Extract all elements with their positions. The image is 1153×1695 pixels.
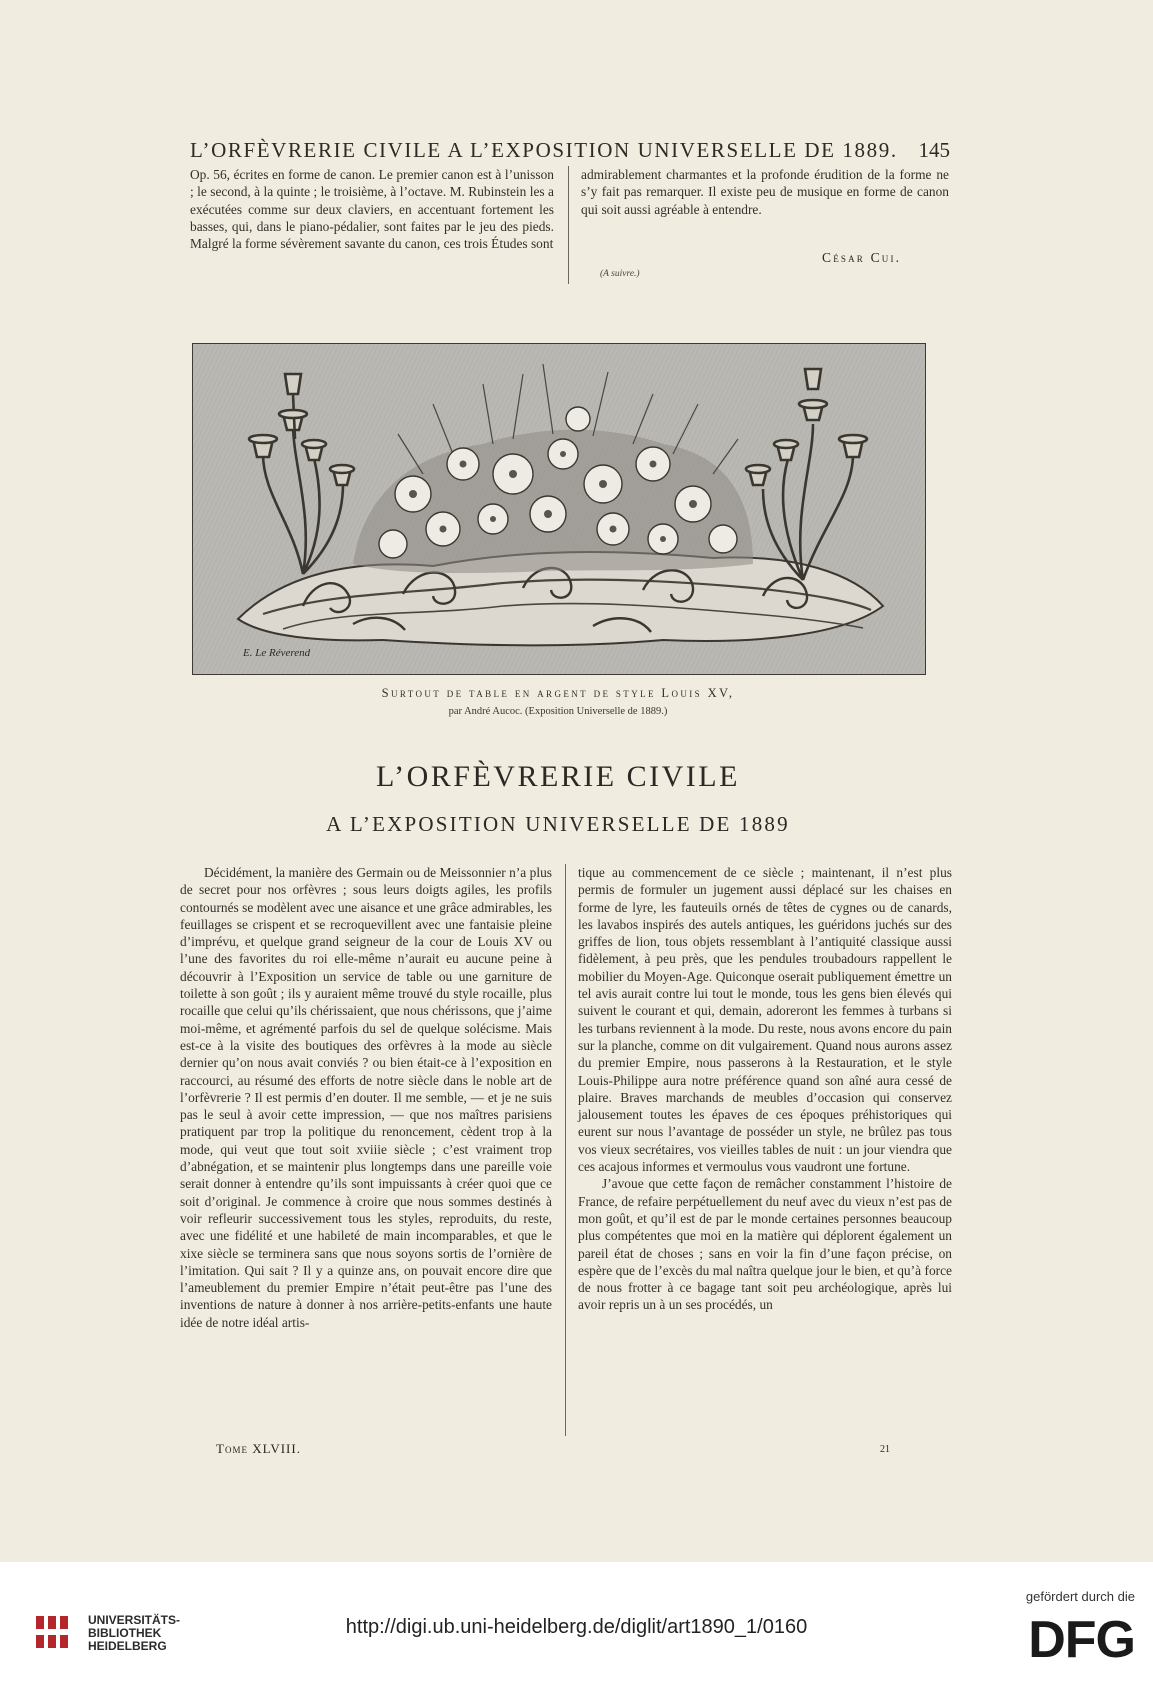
column-rule-article xyxy=(565,864,566,1436)
column-rule-top xyxy=(568,166,569,284)
page-number: 145 xyxy=(918,138,950,162)
running-head-title: L’ORFÈVRERIE CIVILE A L’EXPOSITION UNIVERSELLE DE 1889. xyxy=(190,138,898,162)
top-right-text: admirablement charmantes et la profonde érudition de la forme ne s’y fait pas remarquer. Il existe peu de musique en forme de canon qui soit aussi agréable à entendre. xyxy=(581,167,949,217)
to-be-continued: (A suivre.) xyxy=(600,269,640,279)
funding-label: gefördert durch die xyxy=(1025,1589,1135,1604)
article-subtitle: A L’EXPOSITION UNIVERSELLE DE 1889 xyxy=(326,812,790,836)
table-centerpiece-engraving xyxy=(193,344,925,674)
volume-label: Tome XLVIII. xyxy=(216,1441,301,1456)
plate-caption-credit: par André Aucoc. (Exposition Universelle de 1889.) xyxy=(448,706,668,717)
library-name-line: BIBLIOTHEK xyxy=(88,1626,162,1640)
article-title: L’ORFÈVRERIE CIVILE xyxy=(376,760,740,793)
top-left-column xyxy=(190,166,554,252)
running-head xyxy=(190,138,950,163)
plate-caption: Surtout de table en argent de style Louis XV, xyxy=(381,686,735,700)
article-right-column xyxy=(578,864,952,1314)
engraver-signature: E. Le Réverend xyxy=(243,647,311,659)
article-paragraph: tique au commencement de ce siècle ; maintenant, il n’est plus permis de formuler un jugement aussi déplacé sur les chaises en forme de lyre, les fauteuils ornés de têtes de cygnes ou de canards, les lavabos inspirés des autels antiques, les guéridons juchés sur des griffes de lion, tous objets ressemblant à l’antiquité classique aussi fidèlement, à peu près, que les pendules troubadours rappellent le mobilier du Moyen-Age. Quiconque oserait publiquement émettre un tel avis aurait contre lui tout le monde, tous les gens bien élevés qui suivent le courant et qui, demain, adoreront les femmes à turbans si les turbans reviennent à la mode. Du reste, nous avons encore du pain sur la planche, comme on dit vulgairement. Quand nous aurons assez du premier Empire, nous passerons à la Restauration, et le style Louis-Philippe aura notre préférence quand son aîné aura cessé de plaire. Braves marchands de meubles d’occasion qui conservez jalousement toutes les épaves de ces époques préhistoriques qui eurent sur nous l’avantage de posséder un style, ne brûlez pas tous vos vieux secrétaires, vos vieilles tables de nuit : un jour viendra que ces acajous informes et vermoulus vous vaudront une fortune. xyxy=(578,865,952,1175)
library-name-line: HEIDELBERG xyxy=(88,1639,167,1653)
top-right-column xyxy=(581,166,949,218)
dfg-logo[interactable]: DFG xyxy=(1028,1611,1135,1669)
author-signature: César Cui. xyxy=(822,250,902,265)
article-paragraph: J’avoue que cette façon de remâcher constamment l’histoire de France, de refaire perpétuellement du neuf avec du vieux n’est pas de mon goût, et qu’il est de par le monde certaines personnes beaucoup plus compétentes que moi en la matière qui déplorent également un pareil état de choses ; sans en voir la fin d’une façon précise, on espère que de l’excès du mal naîtra quelque jour le bien, et qu’à force de nous frotter à ce bagage tant soit peu archéologique, après lui avoir repris un à un ses procédés, un xyxy=(578,1176,952,1313)
engraving-plate xyxy=(192,343,926,675)
library-name-line: UNIVERSITÄTS- xyxy=(88,1613,181,1627)
article-left-column xyxy=(180,864,552,1331)
top-left-text: Op. 56, écrites en forme de canon. Le premier canon est à l’unisson ; le second, à la quinte ; le troisième, à l’octave. M. Rubinstein les a exécutées comme sur deux claviers, en accentuant fortement les basses, qui, dans le piano-pédalier, sont faites par le jeu des pieds. Malgré la forme sévèrement savante du canon, ces trois Études sont xyxy=(190,167,554,252)
article-paragraph: Décidément, la manière des Germain ou de Meissonnier n’a plus de secret pour nos orfèvres ; sous leurs doigts agiles, les profils contournés se modèlent avec une aisance et une grâce admirables, les feuillages se crispent et se recroquevillent avec une fantaisie pleine d’imprévu, et quelque grand seigneur de la cour de Louis XV ou l’une des favorites du roi elle-même n’aurait eu aucune peine à découvrir à l’Exposition un service de table ou une garniture de toilette à son goût ; ils y auraient même trouvé du style rocaille, plus rocaille que celui qu’ils chérissaient, que nous chérissons, que j’aime moi-même, et agrémenté parfois du sel de quelque solécisme. Mais est-ce à la visite des boutiques des orfèvres à la mode au siècle dernier qu’on nous avait conviés ? ou bien était-ce à l’exposition en raccourci, au résumé des efforts de notre siècle dans le noble art de l’orfèvrerie ? Il est permis d’en douter. Il me semble, — et je ne suis pas le seul à avoir cette impression, — que nos maîtres parisiens pratiquent par trop la politique du renoncement, cèdent trop à la mode, qui veut que tout soit xviiie siècle ; c’est vraiment trop d’abnégation, et se maintenir plus longtemps dans une pareille voie serait donner à entendre qu’ils sont impuissants à créer quoi que ce soit d’original. Je commence à croire que nous sommes destinés à voir refleurir successivement tous les styles, reproduits, du reste, avec une fidélité et une habileté de main incomparables, et que le xixe siècle se terminera sans que nous soyons sortis de l’ornière de l’imitation. Qui sait ? Il y a quinze ans, on pouvait encore dire que l’ameublement du premier Empire n’était peut-être pas l’une des inventions de nature à donner à nos arrière-petits-enfants une haute idée de notre idéal artis- xyxy=(180,865,552,1330)
permalink-url[interactable]: http://digi.ub.uni-heidelberg.de/diglit/art1890_1/0160 xyxy=(345,1616,808,1638)
signature-mark: 21 xyxy=(880,1444,890,1455)
